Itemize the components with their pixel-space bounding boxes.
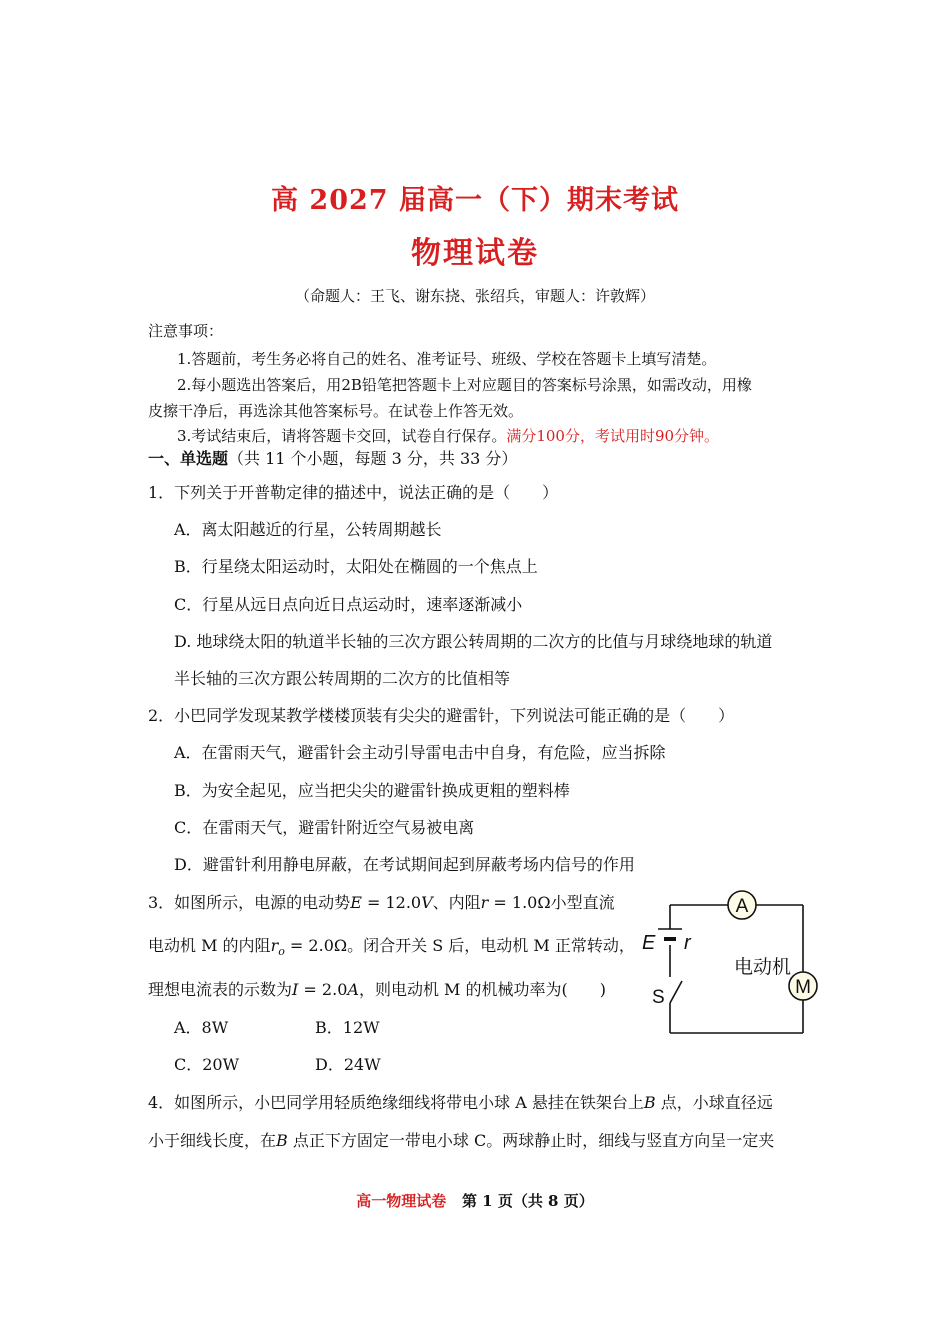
q3-i-value: = 2.0 [298, 980, 348, 999]
q3-i-symbol: I [292, 980, 299, 999]
q2-option-d: D．避雷针利用静电屏蔽，在考试期间起到屏蔽考场内信号的作用 [174, 855, 635, 874]
ammeter-label: A [735, 896, 749, 917]
q3-emf-unit: V [421, 893, 433, 912]
q2-option-a: A．在雷雨天气，避雷针会主动引导雷电击中自身，有危险，应当拆除 [174, 743, 666, 762]
q2-option-c: C．在雷雨天气，避雷针附近空气易被电离 [174, 818, 475, 837]
q2-option-b: B．为安全起见，应当把尖尖的避雷针换成更粗的塑料棒 [174, 781, 570, 800]
q3-option-c: C．20W [174, 1055, 240, 1074]
q3-emf-value: = 12.0 [361, 893, 422, 912]
q3-ro-subscript: o [278, 945, 285, 959]
notice-item-3-text: 3.考试结束后，请将答题卡交回，试卷自行保存。 [177, 427, 507, 445]
q4-point-b: B [643, 1093, 656, 1112]
q3-text: 理想电流表的示数为 [148, 980, 293, 999]
footer-paper-name: 高一物理试卷 [356, 1192, 447, 1210]
q3-r-value: = 1.0Ω [488, 893, 551, 912]
section-title: 一、单选题 [148, 449, 229, 468]
q3-text: 3．如图所示，电源的电动势 [148, 893, 351, 912]
switch-label: S [652, 987, 665, 1008]
page-footer [0, 1190, 950, 1211]
q3-r-symbol: r [480, 893, 489, 912]
q3-emf-symbol: E [350, 893, 362, 912]
q1-option-d-cont: 半长轴的三次方跟公转周期的二次方的比值相等 [174, 669, 511, 688]
q3-option-d: D．24W [315, 1055, 381, 1074]
q3-i-unit: A [347, 980, 359, 999]
q3-text: 、内阻 [432, 893, 481, 912]
q3-text: ，则电动机 M 的机械功率为( ) [358, 980, 606, 999]
section-info: （共 11 个小题，每题 3 分，共 33 分） [228, 449, 518, 468]
q4-stem-line1 [148, 1090, 773, 1113]
q3-stem-line1 [148, 890, 615, 913]
q3-stem-line2 [148, 933, 635, 958]
motor-text-label: 电动机 [734, 957, 792, 978]
q1-stem: 1．下列关于开普勒定律的描述中，说法正确的是（ ） [148, 483, 559, 502]
q1-option-b: B．行星绕太阳运动时，太阳处在椭圆的一个焦点上 [174, 557, 538, 576]
notice-heading: 注意事项： [148, 322, 224, 340]
q1-option-d: D. 地球绕太阳的轨道半长轴的三次方跟公转周期的二次方的比值与月球绕地球的轨道 [174, 632, 773, 651]
exam-title: 高 2027 届高一（下）期末考试 [271, 185, 679, 216]
source-resistance-label: r [684, 932, 691, 954]
q4-text: 点正下方固定一带电小球 C。两球静止时，细线与竖直方向呈一定夹 [287, 1131, 775, 1150]
q3-circuit-diagram [630, 885, 825, 1045]
q4-point-b: B [276, 1131, 288, 1150]
q3-option-a: A．8W [174, 1018, 229, 1037]
section-heading [148, 446, 517, 469]
exam-authors: （命题人：王飞、谢东挠、张绍兵，审题人：许敦辉） [294, 287, 655, 305]
switch-blade [670, 981, 682, 1003]
notice-item-2-cont: 皮擦干净后，再选涂其他答案标号。在试卷上作答无效。 [148, 402, 524, 420]
notice-item-1: 1.答题前，考生务必将自己的姓名、准考证号、班级、学校在答题卡上填写清楚。 [177, 350, 717, 368]
q3-text: 小型直流 [550, 893, 615, 912]
footer-page-number: 第 1 页（共 8 页） [461, 1192, 594, 1210]
notice-item-2: 2.每小题选出答案后，用2B铅笔把答题卡上对应题目的答案标号涂黑，如需改动，用橡 [177, 376, 752, 394]
q3-ro-symbol: r [270, 936, 279, 955]
q3-text: 。闭合开关 S 后，电动机 M 正常转动， [347, 936, 635, 955]
q3-ro-value: = 2.0Ω [284, 936, 348, 955]
motor-symbol-label: M [795, 977, 811, 998]
exam-subtitle: 物理试卷 [411, 236, 539, 271]
notice-item-3 [177, 425, 719, 446]
q3-stem-line3 [148, 977, 606, 1000]
q3-option-b: B．12W [315, 1018, 380, 1037]
source-emf-label: E [642, 932, 656, 954]
q1-option-c: C．行星从远日点向近日点运动时，速率逐渐减小 [174, 595, 523, 614]
q4-stem-line2 [148, 1128, 774, 1151]
q2-stem: 2．小巴同学发现某教学楼楼顶装有尖尖的避雷针，下列说法可能正确的是（ ） [148, 706, 735, 725]
q1-option-a: A．离太阳越近的行星，公转周期越长 [174, 520, 442, 539]
q4-text: 点，小球直径远 [655, 1093, 773, 1112]
q4-text: 4．如图所示，小巴同学用轻质绝缘细线将带电小球 A 悬挂在铁架台上 [148, 1093, 644, 1112]
notice-score-time: 满分100分，考试用时90分钟。 [506, 427, 720, 445]
q3-text: 电动机 M 的内阻 [148, 936, 271, 955]
q4-text: 小于细线长度，在 [148, 1131, 277, 1150]
